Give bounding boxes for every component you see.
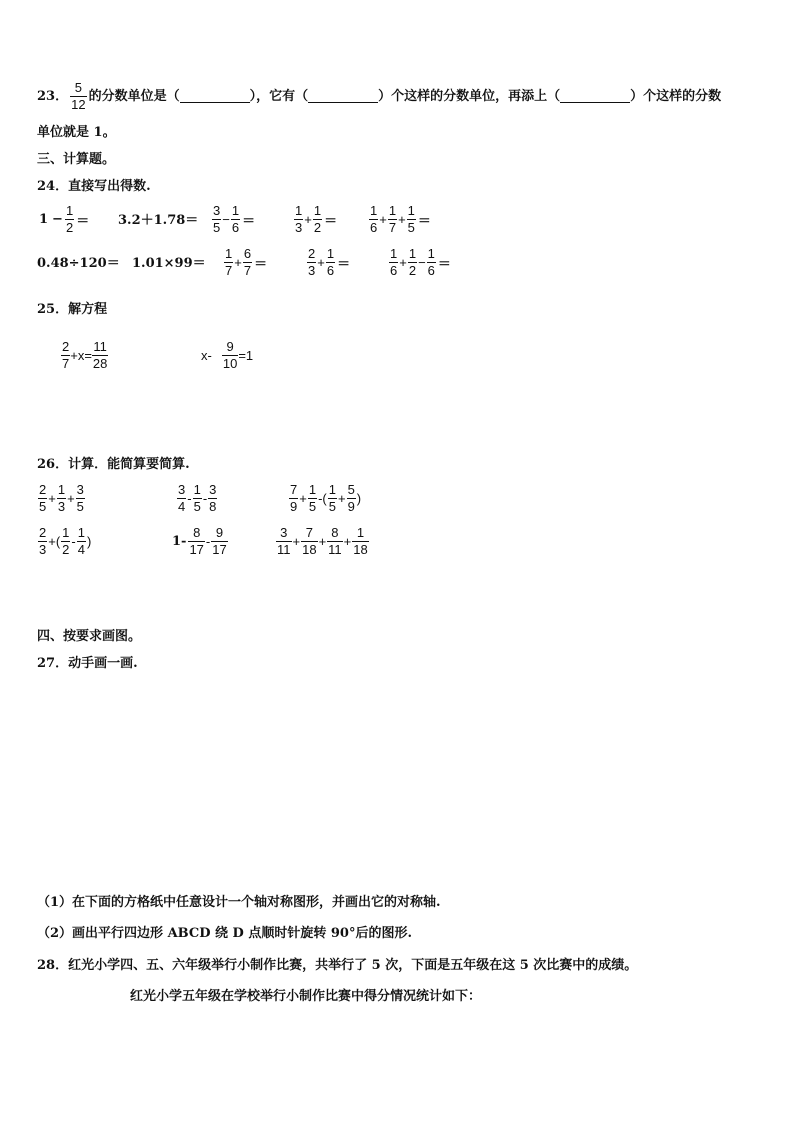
- q24-expr-10: $\frac{1}{6}$ + $\frac{1}{2}$ − $\frac{1}{6}$ ＝: [390, 246, 451, 278]
- q26-expr-6: $\frac{3}{11}$ + $\frac{7}{18}$ + $\frac{8}{11}$ + $\frac{1}{18}$: [277, 525, 368, 557]
- q24-expr-2: 3.2＋1.78＝: [118, 213, 199, 228]
- q27-part-2: （2）画出平行四边形 ABCD 绕 D 点顺时针旋转 90°后的图形.: [37, 926, 413, 941]
- answer-blank-3[interactable]: [560, 90, 630, 103]
- fraction: $\frac{5}{12}$: [71, 80, 86, 112]
- question-27-title: 27．动手画一画.: [37, 656, 138, 671]
- question-24-title: 24．直接写出得数.: [37, 179, 151, 194]
- answer-blank-1[interactable]: [180, 90, 250, 103]
- q24-expr-7: 1.01×99＝: [132, 256, 206, 271]
- q24-expr-3: $\frac{3}{5}$ − $\frac{1}{6}$ ＝: [213, 203, 256, 235]
- q24-expr-9: $\frac{2}{3}$ + $\frac{1}{6}$ ＝: [308, 246, 351, 278]
- question-28-title: 28．红光小学四、五、六年级举行小制作比赛，共举行了 5 次，下面是五年级在这 5 次比赛中的成绩。: [37, 958, 638, 973]
- q23-text-2: ），它有（: [249, 88, 309, 104]
- q23-text-1: 的分数单位是（: [88, 88, 180, 104]
- q23-text-3: ）个这样的分数单位，再添上（: [378, 88, 561, 104]
- section-heading-3: 三、计算题。: [37, 152, 116, 167]
- q26-expr-4: $\frac{2}{3}$ +( $\frac{1}{2}$ - $\frac{1}{4}$ ): [39, 525, 92, 557]
- q25-equation-1: $\frac{2}{7}$ +x= $\frac{11}{28}$: [62, 339, 108, 371]
- question-26-title: 26．计算．能简算要简算.: [37, 457, 190, 472]
- q26-expr-1: $\frac{2}{5}$ + $\frac{1}{3}$ + $\frac{3}{5}$: [39, 482, 84, 514]
- q23-text-4: ）个这样的分数: [630, 88, 722, 104]
- q24-expr-6: 0.48÷120＝: [37, 256, 120, 271]
- q24-expr-8: $\frac{1}{7}$ + $\frac{6}{7}$ ＝: [225, 246, 268, 278]
- q26-expr-3: $\frac{7}{9}$ + $\frac{1}{5}$ -( $\frac{1}{5}$ + $\frac{5}{9}$ ): [290, 482, 362, 514]
- question-25-title: 25．解方程: [37, 302, 108, 317]
- q23-line2: 单位就是 1。: [37, 125, 116, 140]
- q25-equation-2: x- $\frac{9}{10}$ =1: [201, 339, 254, 371]
- q28-caption: 红光小学五年级在学校举行小制作比赛中得分情况统计如下：: [130, 989, 482, 1004]
- q24-expr-4: $\frac{1}{3}$ + $\frac{1}{2}$ ＝: [295, 203, 338, 235]
- answer-blank-2[interactable]: [308, 90, 378, 103]
- q24-expr-1: 1 − $\frac{1}{2}$ ＝: [39, 203, 90, 235]
- question-23: [37, 80, 721, 113]
- question-number: 23．: [37, 88, 69, 104]
- q24-expr-5: $\frac{1}{6}$ + $\frac{1}{7}$ + $\frac{1}{5}$ ＝: [370, 203, 431, 235]
- q27-part-1: （1）在下面的方格纸中任意设计一个轴对称图形，并画出它的对称轴.: [37, 895, 441, 910]
- q26-expr-2: $\frac{3}{4}$ - $\frac{1}{5}$ - $\frac{3}{8}$: [178, 482, 217, 514]
- q26-expr-5: 1- $\frac{8}{17}$ - $\frac{9}{17}$: [172, 525, 227, 557]
- section-heading-4: 四、按要求画图。: [37, 629, 142, 644]
